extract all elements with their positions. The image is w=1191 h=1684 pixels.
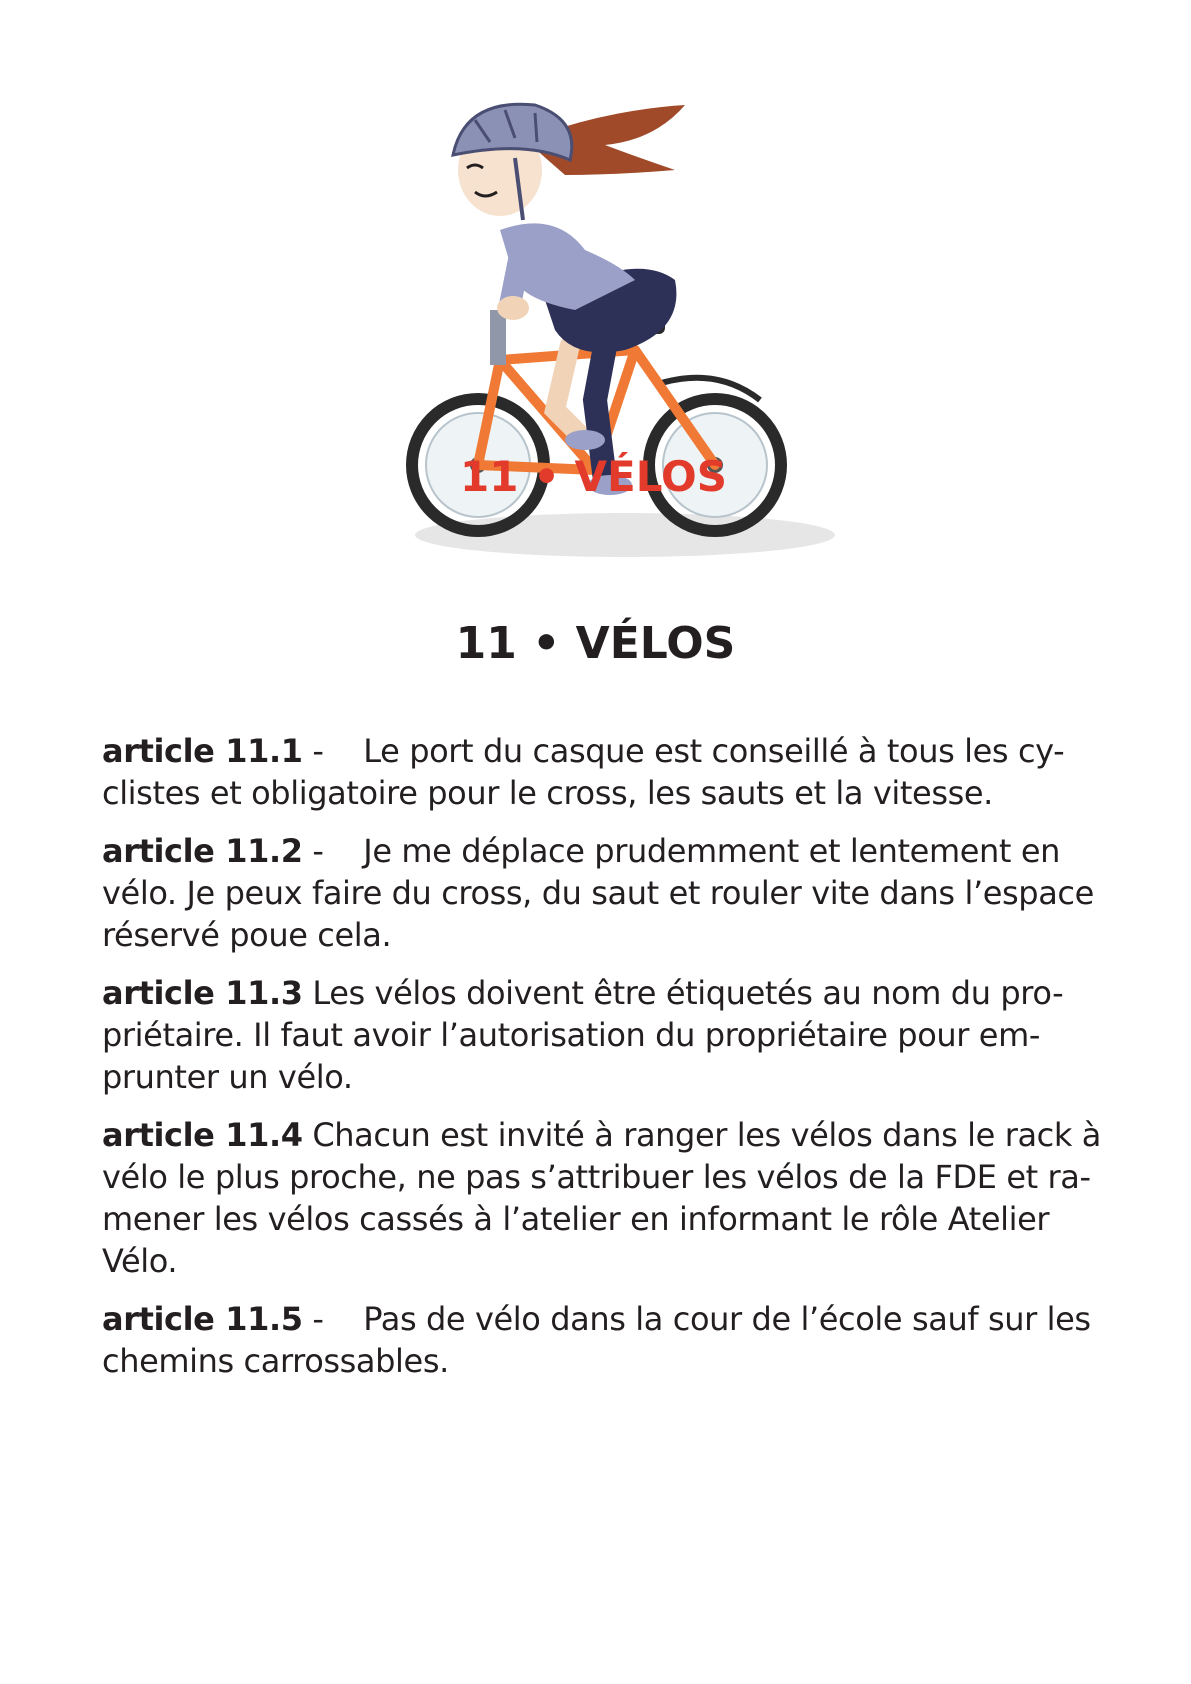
article-11-1 xyxy=(102,730,1112,814)
article-11-3 xyxy=(102,972,1112,1098)
articles-list xyxy=(102,730,1112,1398)
article-text: Le port du casque est conseillé à tous les cy-clistes et obligatoire pour le cross, les sauts et la vitesse. xyxy=(102,732,1065,812)
article-label: article 11.3 xyxy=(102,974,303,1012)
article-label: article 11.2 xyxy=(102,832,303,870)
article-11-2 xyxy=(102,830,1112,956)
article-separator: - xyxy=(302,832,324,870)
cyclist-illustration xyxy=(405,80,895,580)
article-11-5 xyxy=(102,1298,1112,1382)
article-label: article 11.4 xyxy=(102,1116,303,1154)
article-separator: - xyxy=(302,1300,324,1338)
article-11-4 xyxy=(102,1114,1112,1282)
article-label: article 11.5 xyxy=(102,1300,303,1338)
page-title: 11 • VÉLOS xyxy=(455,618,736,669)
cyclist-drawing xyxy=(405,80,895,580)
article-text: Les vélos doivent être étiquetés au nom du pro-priétaire. Il faut avoir l’autorisation du propriétaire pour em-prunter un vélo. xyxy=(102,974,1064,1096)
image-overlay-title: 11 • VÉLOS xyxy=(460,452,727,501)
article-text: Je me déplace prudemment et lentement en vélo. Je peux faire du cross, du saut et rouler vite dans l’espace réservé poue cela. xyxy=(102,832,1094,954)
article-label: article 11.1 xyxy=(102,732,303,770)
article-text: Chacun est invité à ranger les vélos dans le rack à vélo le plus proche, ne pas s’attribuer les vélos de la FDE et ra-mener les vélos cassés à l’atelier en informant le rôle Atelier Vélo. xyxy=(102,1116,1101,1280)
article-separator: - xyxy=(302,732,324,770)
article-text: Pas de vélo dans la cour de l’école sauf sur les chemins carrossables. xyxy=(102,1300,1091,1380)
